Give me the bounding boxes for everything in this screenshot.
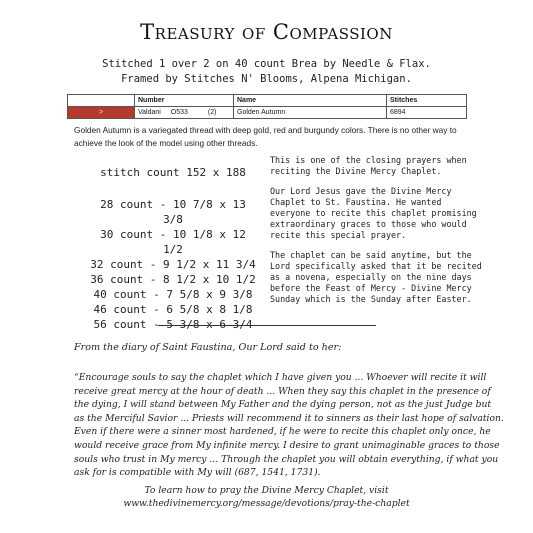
thread-code: O533 bbox=[170, 109, 188, 116]
thread-swatch: > bbox=[68, 107, 135, 119]
learn-more-url: www.thedivinemercy.org/message/devotions/pray-the-chaplet bbox=[123, 498, 410, 509]
stitched-on-line: Stitched 1 over 2 on 40 count Brea by Needle & Flax. bbox=[102, 58, 431, 70]
thread-note: Golden Autumn is a variegated thread with deep gold, red and burgundy colors. There is no other way to achieve the look of the model using other threads. bbox=[74, 125, 457, 148]
header-number: Number bbox=[135, 95, 234, 107]
size-row: 32 count - 9 1/2 x 11 3/4 bbox=[90, 258, 256, 271]
framed-by-line: Framed by Stitches N' Blooms, Alpena Michigan. bbox=[121, 73, 412, 85]
thread-stitches: 6894 bbox=[387, 107, 467, 119]
size-row: 30 count - 10 1/8 x 12 1/2 bbox=[100, 228, 246, 256]
prayer-paragraph: The chaplet can be said anytime, but the Lord specifically asked that it be recited as a novena, especially on the nine days before the Feast of Mercy - Divine Mercy Sunday which is the Sunday after Easter. bbox=[270, 250, 482, 304]
stitch-count: stitch count 152 x 188 bbox=[100, 166, 246, 179]
size-row: 56 count - 5 3/8 x 6 3/4 bbox=[93, 318, 253, 331]
table-row bbox=[68, 107, 467, 119]
thread-table bbox=[67, 94, 467, 119]
stitch-counts bbox=[88, 166, 258, 332]
size-row: 28 count - 10 7/8 x 13 3/8 bbox=[100, 198, 246, 226]
thread-brand: Valdani bbox=[138, 109, 161, 116]
diary-quote: “Encourage souls to say the chaplet which I have given you ... Whoever will recite it will receive great mercy at the hour of death ... When they say this chaplet in the presence of the dying, I will stand between My Father and the dying person, not as the just Judge but as the Merciful Savior ... Priests will recommend it to sinners as their last hope of salvation. Even if there were a sinner most hardened, if he were to recite this chaplet only once, he would receive grace from My infinite mercy. I desire to grant unimaginable graces to those souls who trust in My mercy ... Through the chaplet you will obtain everything, if what you ask for is compatible with My will (687, 1541, 1731). bbox=[74, 372, 504, 479]
prayer-paragraph: This is one of the closing prayers when reciting the Divine Mercy Chaplet. bbox=[270, 155, 467, 176]
size-row: 36 count - 8 1/2 x 10 1/2 bbox=[90, 273, 256, 286]
size-row: 40 count - 7 5/8 x 9 3/8 bbox=[93, 288, 253, 301]
learn-more-text: To learn how to pray the Divine Mercy Chaplet, visit bbox=[144, 485, 389, 496]
thread-number bbox=[135, 107, 234, 119]
chaplet-description bbox=[270, 155, 485, 314]
diary-heading: From the diary of Saint Faustina, Our Lord said to her: bbox=[74, 342, 342, 353]
thread-name: Golden Autumn bbox=[234, 107, 387, 119]
learn-more bbox=[0, 484, 533, 510]
thread-table-header bbox=[68, 95, 467, 107]
page-title: Treasury of Compassion bbox=[140, 20, 393, 44]
header-symbol bbox=[68, 95, 135, 107]
prayer-paragraph: Our Lord Jesus gave the Divine Mercy Chaplet to St. Faustina. He wanted everyone to recite this chaplet promising extraordinary graces to those who would recite this special prayer. bbox=[270, 186, 477, 240]
divider bbox=[158, 325, 376, 326]
thread-skeins: (2) bbox=[207, 109, 217, 116]
header-name: Name bbox=[234, 95, 387, 107]
header-stitches: Stitches bbox=[387, 95, 467, 107]
size-row: 46 count - 6 5/8 x 8 1/8 bbox=[93, 303, 253, 316]
